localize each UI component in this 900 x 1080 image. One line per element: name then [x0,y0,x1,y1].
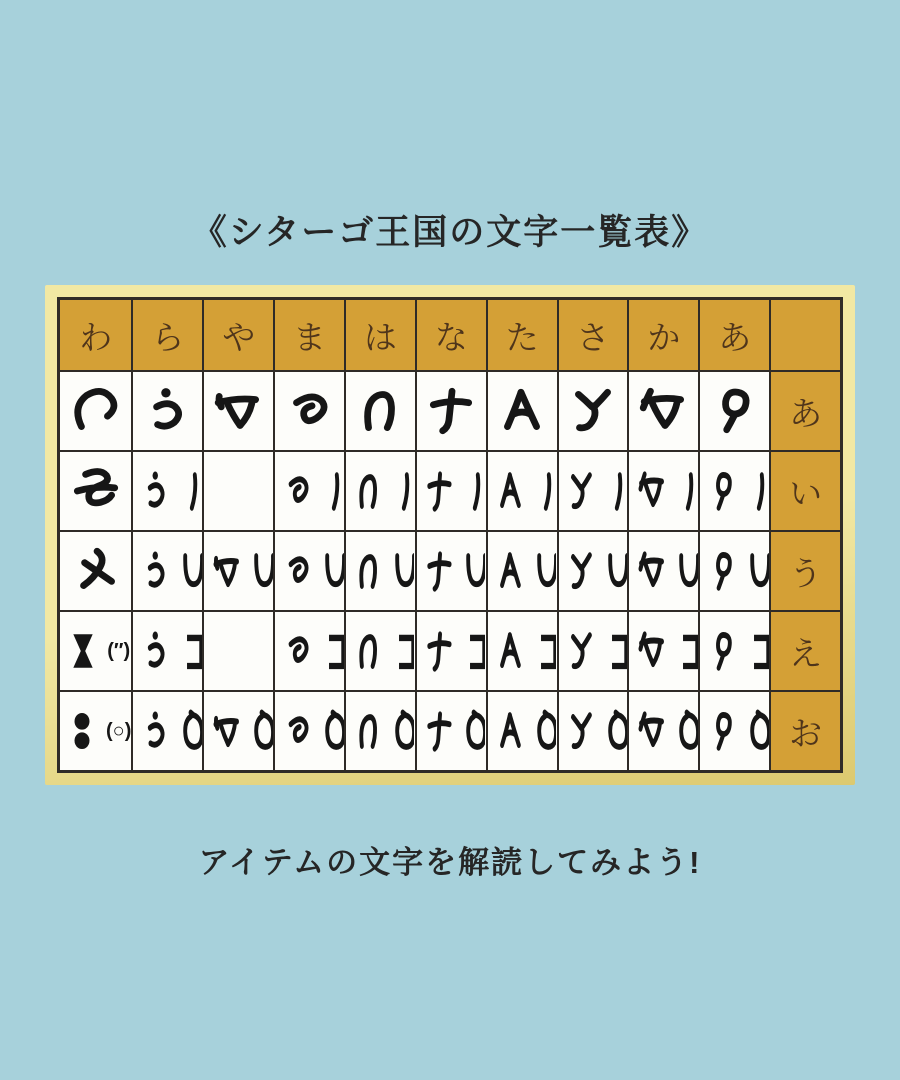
glyph-cell-ra-a [133,372,202,450]
glyph-cell-ta-e [488,612,557,690]
glyph-cell-wa-e [60,612,131,690]
glyph-dakuten [61,629,105,673]
row-header-label: お [789,714,823,752]
column-header-label: は [363,318,397,356]
glyph-ka [638,385,690,437]
letter-chart-grid [57,297,843,773]
glyph-annotation: (″) [107,639,131,662]
glyph-wo [70,465,122,517]
glyph-a-u [701,548,769,595]
glyph-ha-u [346,548,414,595]
glyph-cell-ka-u [629,532,698,610]
glyph-cell-ya-i [204,452,273,530]
page-title: 《シターゴ王国の文字一覧表》 [191,213,709,252]
glyph-cell-sa-o [559,692,628,770]
glyph-ta-i [488,468,556,515]
glyph-cell-ya-a [204,372,273,450]
glyph-cell-a-a [700,372,769,450]
glyph-n [70,545,122,597]
glyph-cell-ta-i [488,452,557,530]
column-header-wa [60,300,131,370]
column-header-ta [488,300,557,370]
glyph-cell-ma-u [275,532,344,610]
column-header-label: ま [293,318,327,356]
letter-chart-board [45,285,855,785]
glyph-ra-o [134,708,202,755]
glyph-ka-u [630,548,698,595]
column-header-ha [346,300,415,370]
glyph-cell-ha-u [346,532,415,610]
glyph-cell-ta-o [488,692,557,770]
glyph-cell-sa-u [559,532,628,610]
glyph-na-o [417,708,485,755]
glyph-ka-e [630,628,698,675]
glyph-cell-ya-e [204,612,273,690]
row-header-a [771,372,840,450]
glyph-sa-e [559,628,627,675]
column-header-sa [559,300,628,370]
glyph-ya [213,385,265,437]
glyph-a-i [701,468,769,515]
row-header-i [771,452,840,530]
glyph-ta-u [488,548,556,595]
glyph-na-e [417,628,485,675]
glyph-cell-a-i [700,452,769,530]
column-header-label: か [647,318,681,356]
glyph-cell-na-o [417,692,486,770]
column-header-label: ら [151,318,185,356]
glyph-sa-o [559,708,627,755]
glyph-cell-wa-u [60,532,131,610]
caption: アイテムの文字を解読してみよう! [198,845,702,880]
glyph-cell-ra-e [133,612,202,690]
row-header-label: え [789,634,823,672]
glyph-cell-na-e [417,612,486,690]
glyph-cell-ha-i [346,452,415,530]
glyph-cell-a-o [700,692,769,770]
glyph-annotation: (○) [106,719,132,742]
column-header-a [700,300,769,370]
corner-cell [771,300,840,370]
glyph-cell-sa-e [559,612,628,690]
glyph-cell-wa-a [60,372,131,450]
glyph-ha [354,385,406,437]
glyph-ta-o [488,708,556,755]
glyph-cell-ta-u [488,532,557,610]
glyph-ma-o [276,708,344,755]
glyph-cell-a-e [700,612,769,690]
glyph-cell-ka-a [629,372,698,450]
glyph-cell-ka-i [629,452,698,530]
glyph-cell-ya-o [204,692,273,770]
glyph-na-i [417,468,485,515]
row-header-label: あ [789,394,823,432]
column-header-label: わ [79,318,113,356]
glyph-cell-ma-e [275,612,344,690]
column-header-ya [204,300,273,370]
glyph-ya-o [205,708,273,755]
glyph-cell-wa-i [60,452,131,530]
glyph-cell-sa-i [559,452,628,530]
glyph-cell-ma-a [275,372,344,450]
glyph-cell-ha-o [346,692,415,770]
glyph-ra-e [134,628,202,675]
column-header-label: な [434,318,468,356]
glyph-ka-o [630,708,698,755]
row-header-e [771,612,840,690]
row-header-label: う [789,554,823,592]
glyph-cell-ra-i [133,452,202,530]
glyph-a-o [701,708,769,755]
glyph-ya-u [205,548,273,595]
glyph-cell-a-u [700,532,769,610]
column-header-label: さ [576,318,610,356]
glyph-a-e [701,628,769,675]
column-header-label: や [222,318,256,356]
column-header-na [417,300,486,370]
glyph-ha-e [346,628,414,675]
glyph-ta-e [488,628,556,675]
column-header-ma [275,300,344,370]
column-header-ka [629,300,698,370]
glyph-cell-ka-o [629,692,698,770]
glyph-a [709,385,761,437]
glyph-cell-ya-u [204,532,273,610]
glyph-cell-ha-e [346,612,415,690]
column-header-label: た [505,318,539,356]
glyph-ra-i [134,468,202,515]
glyph-ha-o [346,708,414,755]
glyph-ha-i [346,468,414,515]
glyph-cell-ra-o [133,692,202,770]
glyph-cell-ha-a [346,372,415,450]
row-header-o [771,692,840,770]
glyph-ka-i [630,468,698,515]
glyph-ta [496,385,548,437]
glyph-cell-na-a [417,372,486,450]
glyph-cell-sa-a [559,372,628,450]
glyph-sa [567,385,619,437]
glyph-handakuten [60,709,104,753]
glyph-ma-u [276,548,344,595]
glyph-ma [284,385,336,437]
glyph-ma-e [276,628,344,675]
glyph-cell-na-u [417,532,486,610]
glyph-cell-ma-i [275,452,344,530]
row-header-label: い [789,474,823,512]
glyph-sa-i [559,468,627,515]
glyph-cell-ra-u [133,532,202,610]
glyph-cell-ka-e [629,612,698,690]
glyph-ra-u [134,548,202,595]
glyph-ma-i [276,468,344,515]
glyph-na [425,385,477,437]
column-header-label: あ [718,318,752,356]
glyph-ra [142,385,194,437]
glyph-na-u [417,548,485,595]
row-header-u [771,532,840,610]
glyph-sa-u [559,548,627,595]
glyph-cell-ma-o [275,692,344,770]
column-header-ra [133,300,202,370]
glyph-cell-ta-a [488,372,557,450]
glyph-wa [70,385,122,437]
glyph-cell-na-i [417,452,486,530]
glyph-cell-wa-o [60,692,131,770]
